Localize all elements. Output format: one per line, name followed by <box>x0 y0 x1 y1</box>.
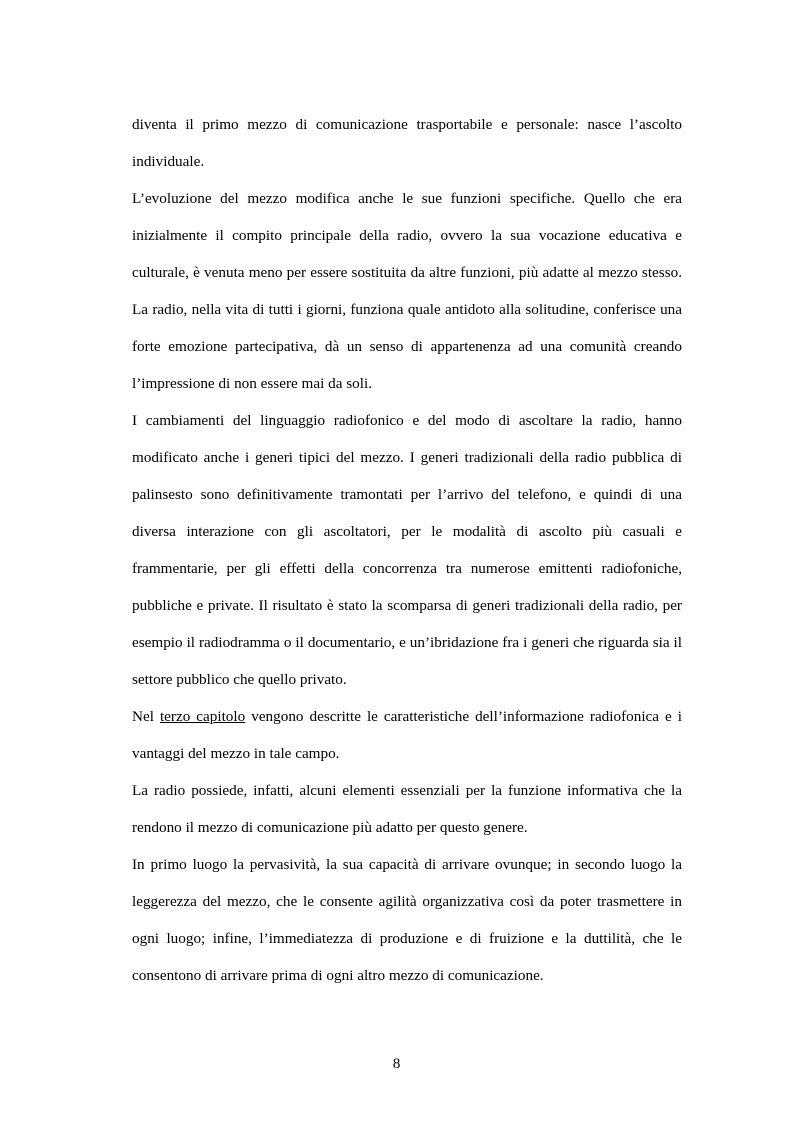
page-body <box>132 106 682 994</box>
underlined-chapter-reference: terzo capitolo <box>159 708 246 725</box>
page-number: 8 <box>392 1055 401 1072</box>
paragraph-terzo-after: vengono descritte le caratteristiche dell’informazione radiofonica e i vantaggi del mezzo in tale campo. <box>132 708 682 762</box>
paragraph-terzo-before: Nel <box>132 708 160 725</box>
paragraph-terzo-capitolo <box>132 698 682 772</box>
paragraph-pervasivita: In primo luogo la pervasività, la sua capacità di arrivare ovunque; in secondo luogo la leggerezza del mezzo, che le consente agilità organizzativa così da poter trasmettere in ogni luogo; infine, l’immediatezza di produzione e di fruizione e la duttilità, che le consentono di arrivare prima di ogni altro mezzo di comunicazione. <box>132 856 682 984</box>
paragraph-cambiamenti: I cambiamenti del linguaggio radiofonico e del modo di ascoltare la radio, hanno modificato anche i generi tipici del mezzo. I generi tradizionali della radio pubblica di palinsesto sono definitivamente tramontati per l’arrivo del telefono, e quindi di una diversa interazione con gli ascoltatori, per le modalità di ascolto più casuali e frammentarie, per gli effetti della concorrenza tra numerose emittenti radiofoniche, pubbliche e private. Il risultato è stato la scomparsa di generi tradizionali della radio, per esempio il radiodramma o il documentario, e un’ibridazione fra i generi che riguarda sia il settore pubblico che quello privato. <box>132 412 682 688</box>
paragraph-continuation: diventa il primo mezzo di comunicazione trasportabile e personale: nasce l’ascolto individuale. <box>132 116 682 170</box>
paragraph-evoluzione: L’evoluzione del mezzo modifica anche le sue funzioni specifiche. Quello che era inizialmente il compito principale della radio, ovvero la sua vocazione educativa e culturale, è venuta meno per essere sostituita da altre funzioni, più adatte al mezzo stesso. La radio, nella vita di tutti i giorni, funziona quale antidoto alla solitudine, conferisce una forte emozione partecipativa, dà un senso di appartenenza ad una comunità creando l’impressione di non essere mai da soli. <box>132 190 682 392</box>
paragraph-elementi: La radio possiede, infatti, alcuni elementi essenziali per la funzione informativa che la rendono il mezzo di comunicazione più adatto per questo genere. <box>132 782 682 836</box>
